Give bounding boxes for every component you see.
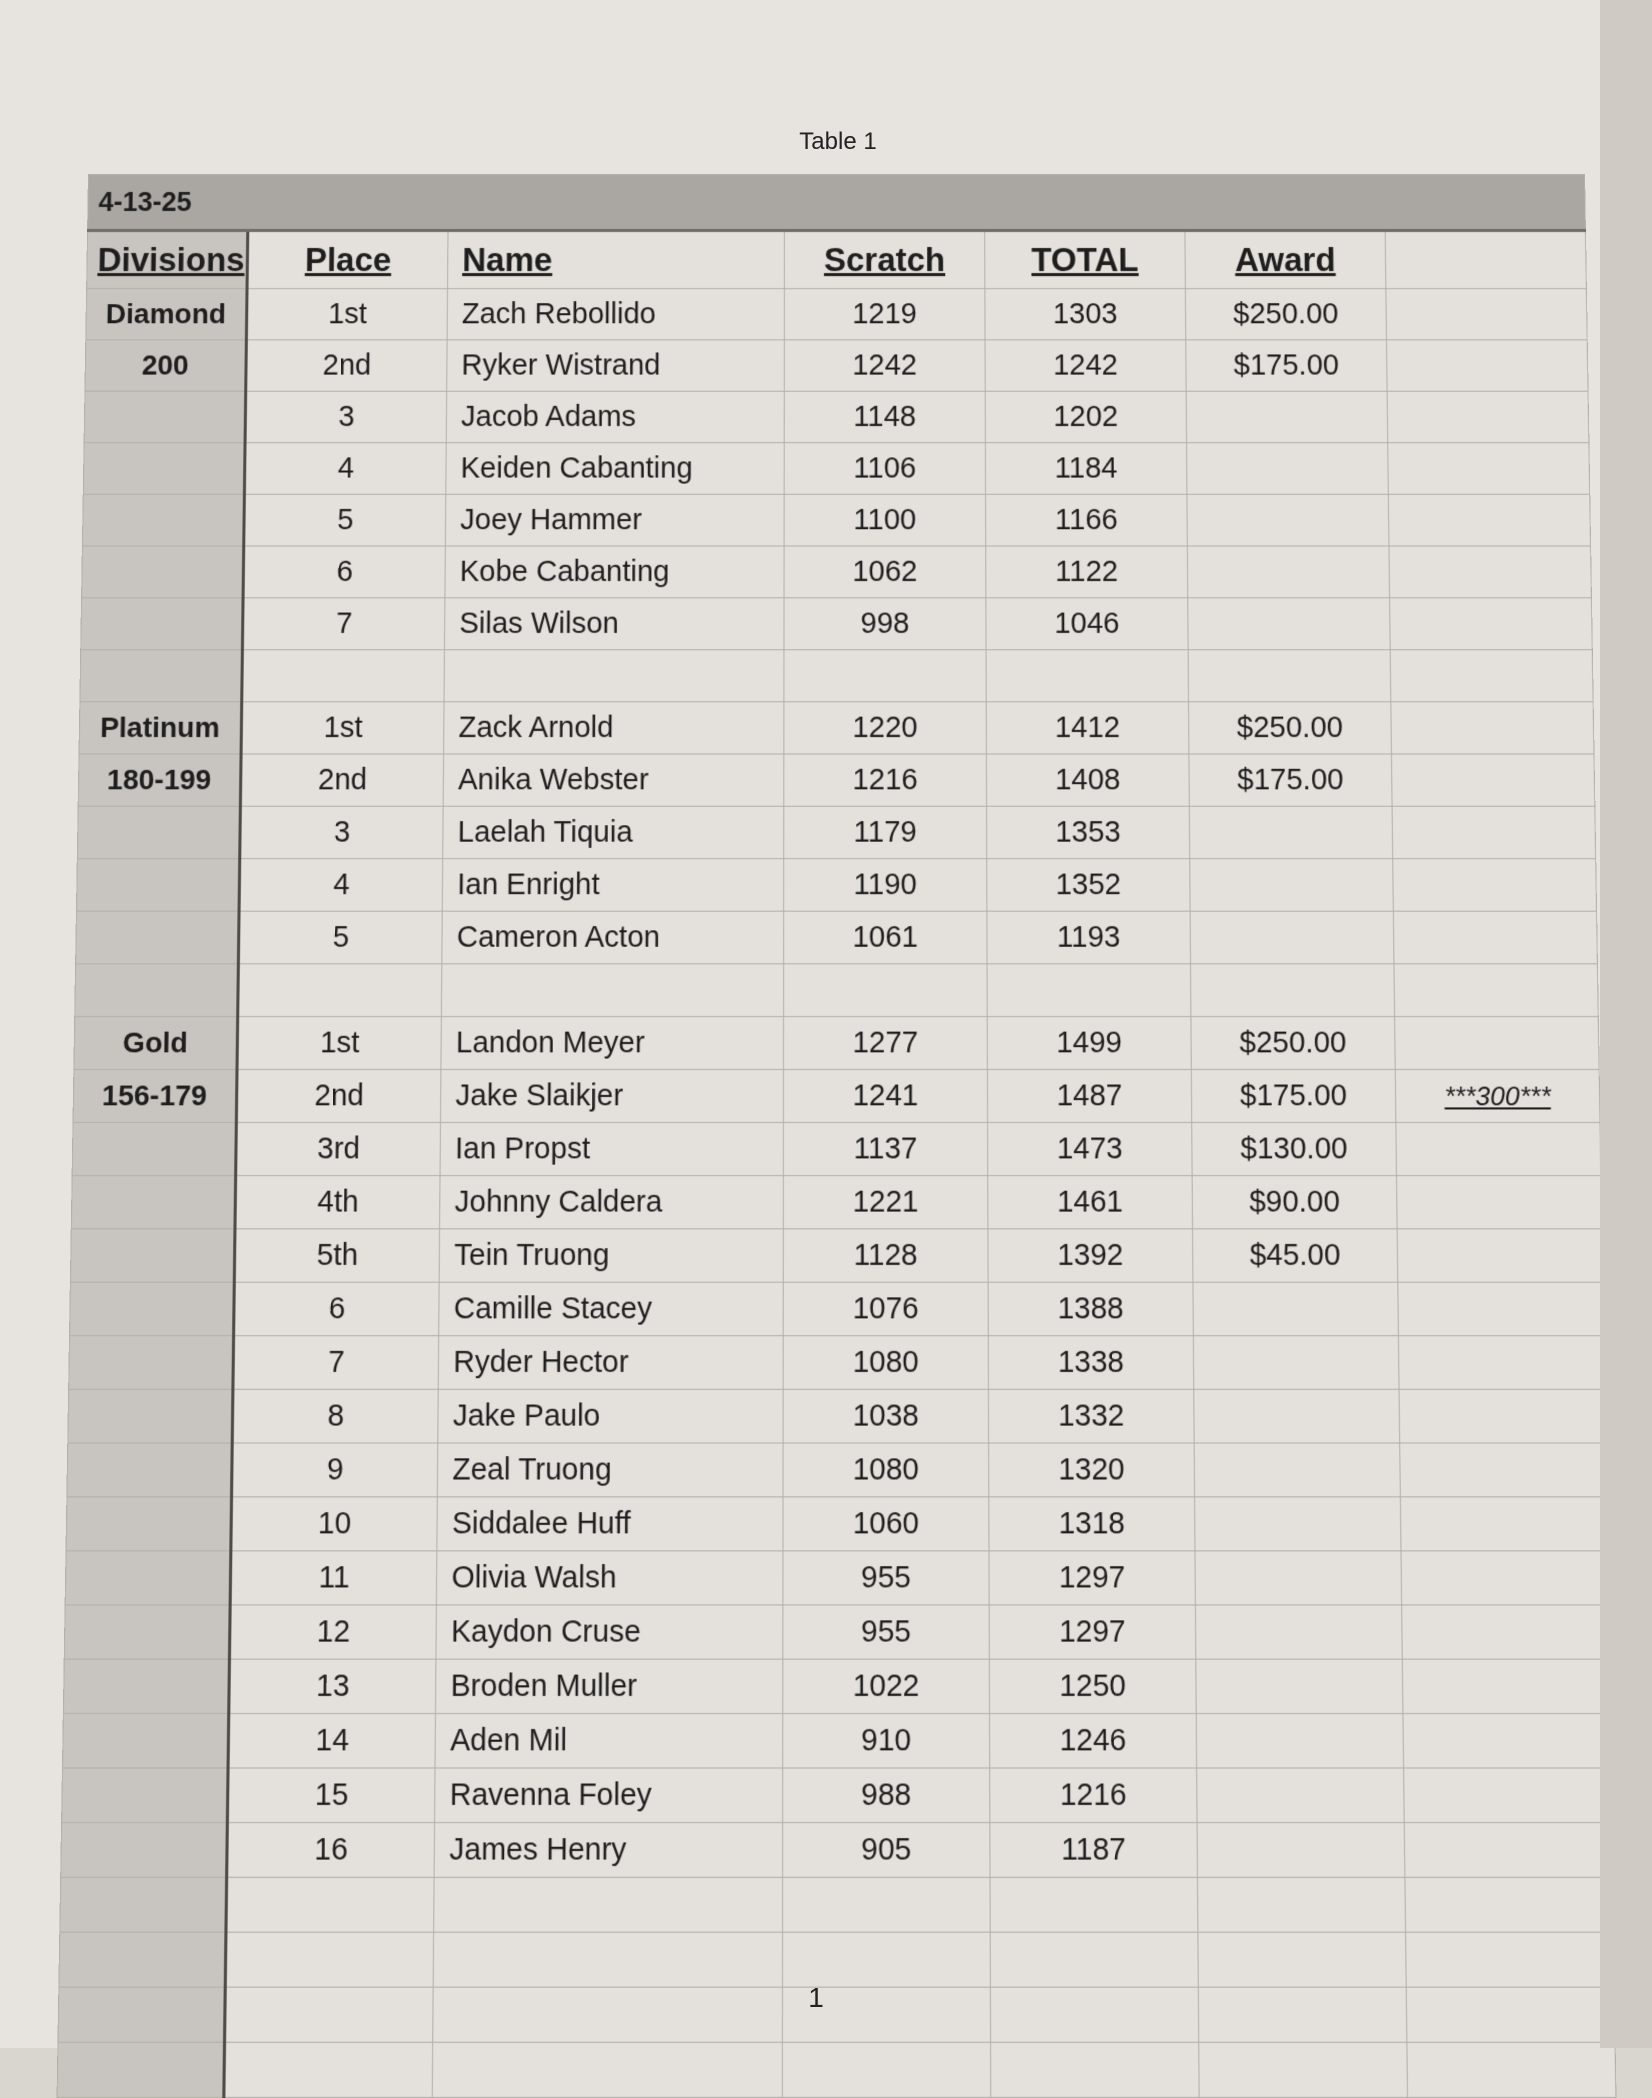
division-cell bbox=[67, 1443, 232, 1497]
scratch-cell: 1022 bbox=[783, 1659, 990, 1713]
table-date: 4-13-25 bbox=[88, 174, 1586, 230]
scratch-cell: 905 bbox=[783, 1823, 990, 1878]
total-cell bbox=[986, 650, 1188, 702]
award-cell bbox=[1197, 1877, 1405, 1932]
name-cell: Tein Truong bbox=[439, 1229, 783, 1282]
note-cell bbox=[1398, 1336, 1604, 1390]
place-cell: 8 bbox=[232, 1389, 438, 1443]
note-cell bbox=[1394, 964, 1598, 1017]
award-cell bbox=[1195, 1497, 1401, 1551]
scratch-cell: 1242 bbox=[784, 340, 985, 391]
award-cell bbox=[1197, 1823, 1405, 1878]
table-row bbox=[85, 340, 1588, 391]
place-cell: 2nd bbox=[240, 754, 443, 806]
note-cell bbox=[1389, 546, 1591, 598]
place-cell: 3 bbox=[245, 391, 447, 442]
division-cell bbox=[84, 391, 246, 442]
place-cell: 10 bbox=[231, 1497, 437, 1551]
award-cell: $250.00 bbox=[1185, 289, 1386, 340]
table-row bbox=[62, 1768, 1612, 1823]
division-cell bbox=[64, 1605, 230, 1659]
note-cell bbox=[1401, 1551, 1608, 1605]
division-cell bbox=[75, 964, 239, 1017]
division-cell bbox=[69, 1336, 234, 1390]
total-cell: 1184 bbox=[985, 443, 1187, 495]
name-cell: Ryder Hector bbox=[438, 1336, 783, 1390]
place-cell: 11 bbox=[230, 1551, 437, 1605]
name-cell: Silas Wilson bbox=[444, 598, 784, 650]
scratch-cell: 1061 bbox=[784, 911, 987, 964]
table-row bbox=[84, 391, 1589, 442]
division-cell: Platinum bbox=[79, 702, 242, 754]
results-table-wrapper bbox=[57, 174, 1616, 2098]
scratch-cell bbox=[782, 1932, 990, 1987]
note-cell bbox=[1404, 1768, 1612, 1823]
results-table bbox=[57, 174, 1617, 2098]
scratch-cell: 910 bbox=[783, 1714, 990, 1768]
division-cell bbox=[62, 1768, 228, 1823]
name-cell: Laelah Tiquia bbox=[443, 806, 784, 858]
division-cell bbox=[70, 1229, 235, 1282]
table-row bbox=[70, 1282, 1604, 1335]
place-cell: 12 bbox=[229, 1605, 436, 1659]
place-cell: 1st bbox=[246, 289, 447, 340]
note-cell bbox=[1391, 754, 1594, 806]
award-cell bbox=[1193, 1282, 1398, 1335]
award-cell: $90.00 bbox=[1192, 1176, 1397, 1229]
total-cell: 1303 bbox=[985, 289, 1186, 340]
note-cell bbox=[1407, 2042, 1616, 2097]
name-cell: Anika Webster bbox=[443, 754, 784, 806]
note-cell bbox=[1387, 391, 1589, 442]
place-cell: 2nd bbox=[236, 1069, 441, 1122]
name-cell: Ian Enright bbox=[442, 859, 783, 912]
total-cell bbox=[991, 2042, 1200, 2097]
note-cell bbox=[1393, 911, 1597, 964]
name-cell bbox=[433, 1932, 782, 1987]
total-cell: 1202 bbox=[985, 391, 1186, 442]
note-cell bbox=[1396, 1176, 1601, 1229]
place-cell: 5 bbox=[244, 494, 446, 546]
scratch-cell: 1038 bbox=[783, 1389, 989, 1443]
note-cell bbox=[1402, 1659, 1609, 1713]
total-cell: 1318 bbox=[989, 1497, 1195, 1551]
scratch-cell: 1100 bbox=[784, 494, 986, 546]
scratch-cell bbox=[782, 2042, 990, 2097]
division-cell bbox=[71, 1176, 235, 1229]
header-place: Place bbox=[304, 241, 392, 279]
scratch-cell: 1241 bbox=[783, 1069, 987, 1122]
place-cell: 7 bbox=[242, 598, 445, 650]
total-cell: 1297 bbox=[989, 1551, 1195, 1605]
header-name: Name bbox=[462, 241, 553, 279]
note-cell bbox=[1386, 289, 1587, 340]
division-cell bbox=[83, 443, 245, 495]
note-cell bbox=[1406, 1932, 1615, 1987]
division-cell bbox=[82, 494, 244, 546]
total-cell: 1353 bbox=[987, 806, 1190, 858]
division-cell bbox=[72, 1122, 236, 1175]
division-cell bbox=[57, 2042, 224, 2097]
scratch-cell bbox=[784, 964, 988, 1017]
division-cell: 180-199 bbox=[78, 754, 241, 806]
place-cell bbox=[226, 1877, 434, 1932]
note-cell bbox=[1399, 1389, 1605, 1443]
name-cell: Jake Paulo bbox=[438, 1389, 783, 1443]
total-cell: 1046 bbox=[986, 598, 1188, 650]
scratch-cell: 1179 bbox=[784, 806, 987, 858]
award-cell bbox=[1190, 911, 1394, 964]
scratch-cell: 1076 bbox=[783, 1282, 988, 1335]
note-cell bbox=[1388, 443, 1590, 495]
header-scratch: Scratch bbox=[823, 241, 946, 279]
note-cell bbox=[1395, 1017, 1600, 1070]
award-cell bbox=[1195, 1605, 1402, 1659]
table-row bbox=[83, 443, 1589, 495]
award-cell bbox=[1197, 1768, 1405, 1823]
table-row bbox=[80, 650, 1593, 702]
award-cell bbox=[1187, 494, 1389, 546]
note-cell bbox=[1398, 1282, 1604, 1335]
scratch-cell: 1062 bbox=[784, 546, 986, 598]
table-row bbox=[62, 1714, 1610, 1768]
place-cell: 15 bbox=[227, 1768, 435, 1823]
name-cell: James Henry bbox=[434, 1823, 783, 1878]
name-cell: Zach Rebollido bbox=[447, 289, 784, 340]
award-cell bbox=[1188, 650, 1391, 702]
division-cell bbox=[61, 1823, 228, 1878]
place-cell bbox=[238, 964, 442, 1017]
total-cell: 1246 bbox=[989, 1714, 1196, 1768]
place-cell: 3rd bbox=[236, 1122, 441, 1175]
note-cell bbox=[1392, 806, 1596, 858]
name-cell: Aden Mil bbox=[435, 1714, 783, 1768]
table-row bbox=[69, 1336, 1605, 1390]
scratch-cell bbox=[783, 1877, 991, 1932]
note-cell bbox=[1391, 702, 1594, 754]
name-cell bbox=[432, 2042, 782, 2097]
award-cell bbox=[1198, 1932, 1406, 1987]
name-cell: Ian Propst bbox=[440, 1122, 783, 1175]
place-cell: 9 bbox=[232, 1443, 438, 1497]
name-cell: Kaydon Cruse bbox=[436, 1605, 783, 1659]
division-cell bbox=[80, 650, 243, 702]
division-cell: 156-179 bbox=[73, 1069, 237, 1122]
award-cell bbox=[1189, 806, 1392, 858]
table-caption: Table 1 bbox=[799, 128, 877, 155]
table-row bbox=[71, 1176, 1601, 1229]
name-cell bbox=[434, 1877, 783, 1932]
award-cell bbox=[1186, 391, 1388, 442]
division-cell bbox=[76, 911, 239, 964]
scratch-cell: 1216 bbox=[784, 754, 987, 806]
name-cell: Zack Arnold bbox=[444, 702, 784, 754]
award-cell bbox=[1191, 964, 1395, 1017]
table-row bbox=[75, 964, 1599, 1017]
scratch-cell: 1080 bbox=[783, 1336, 988, 1390]
scratch-cell: 1080 bbox=[783, 1443, 989, 1497]
division-cell bbox=[66, 1497, 232, 1551]
place-cell: 5 bbox=[238, 911, 442, 964]
division-cell bbox=[81, 598, 243, 650]
note-cell bbox=[1400, 1497, 1607, 1551]
total-cell bbox=[990, 1877, 1198, 1932]
name-cell: Jacob Adams bbox=[446, 391, 784, 442]
scratch-cell: 1219 bbox=[784, 289, 985, 340]
name-cell: Zeal Truong bbox=[437, 1443, 783, 1497]
table-row bbox=[60, 1877, 1613, 1932]
total-cell: 1122 bbox=[986, 546, 1188, 598]
scratch-cell: 1106 bbox=[784, 443, 985, 495]
total-cell: 1388 bbox=[988, 1282, 1193, 1335]
award-cell bbox=[1188, 598, 1390, 650]
total-cell bbox=[987, 964, 1191, 1017]
total-cell: 1187 bbox=[990, 1823, 1198, 1878]
table-row bbox=[82, 494, 1590, 546]
total-cell: 1487 bbox=[987, 1069, 1191, 1122]
note-cell bbox=[1400, 1443, 1606, 1497]
name-cell: Kobe Cabanting bbox=[445, 546, 784, 598]
scratch-cell: 1277 bbox=[783, 1017, 987, 1070]
table-row bbox=[63, 1659, 1609, 1713]
award-cell bbox=[1196, 1714, 1403, 1768]
award-cell: $175.00 bbox=[1191, 1069, 1396, 1122]
award-cell: $130.00 bbox=[1192, 1122, 1397, 1175]
header-divisions: Divisions bbox=[97, 241, 245, 279]
name-cell bbox=[444, 650, 784, 702]
total-cell: 1392 bbox=[988, 1229, 1193, 1282]
total-cell: 1352 bbox=[987, 859, 1190, 912]
table-row bbox=[68, 1389, 1605, 1443]
name-cell: Ravenna Foley bbox=[435, 1768, 783, 1823]
place-cell: 1st bbox=[237, 1017, 441, 1070]
place-cell bbox=[225, 1932, 433, 1987]
note-cell bbox=[1390, 598, 1593, 650]
table-row bbox=[77, 806, 1595, 858]
name-cell: Joey Hammer bbox=[445, 494, 784, 546]
division-cell bbox=[70, 1282, 235, 1335]
scratch-cell: 1190 bbox=[784, 859, 987, 912]
note-cell: ***300*** bbox=[1395, 1069, 1600, 1122]
note-cell bbox=[1390, 650, 1593, 702]
table-row bbox=[61, 1823, 1613, 1878]
scratch-cell: 955 bbox=[783, 1551, 989, 1605]
name-cell: Johnny Caldera bbox=[440, 1176, 784, 1229]
name-cell: Keiden Cabanting bbox=[446, 443, 784, 495]
table-row bbox=[64, 1605, 1609, 1659]
name-cell bbox=[441, 964, 783, 1017]
total-cell: 1193 bbox=[987, 911, 1191, 964]
division-cell bbox=[65, 1551, 231, 1605]
scratch-cell: 1221 bbox=[783, 1176, 988, 1229]
note-cell bbox=[1402, 1605, 1609, 1659]
place-cell: 4th bbox=[235, 1176, 440, 1229]
table-row bbox=[76, 859, 1596, 912]
scratch-cell: 955 bbox=[783, 1605, 989, 1659]
note-cell bbox=[1386, 340, 1588, 391]
place-cell: 13 bbox=[229, 1659, 436, 1713]
scratch-cell: 998 bbox=[784, 598, 986, 650]
name-cell: Cameron Acton bbox=[442, 911, 784, 964]
header-empty-cell bbox=[1385, 230, 1586, 288]
table-row bbox=[78, 754, 1595, 806]
page-background-edge bbox=[1600, 0, 1652, 2048]
total-cell: 1412 bbox=[986, 702, 1189, 754]
award-cell bbox=[1193, 1336, 1399, 1390]
note-cell bbox=[1405, 1877, 1613, 1932]
place-cell: 3 bbox=[240, 806, 443, 858]
division-cell bbox=[63, 1659, 229, 1713]
page-number: 1 bbox=[808, 1982, 824, 2013]
table-row bbox=[76, 911, 1598, 964]
total-cell: 1408 bbox=[986, 754, 1189, 806]
place-cell: 6 bbox=[243, 546, 445, 598]
total-cell: 1461 bbox=[988, 1176, 1193, 1229]
name-cell: Ryker Wistrand bbox=[447, 340, 785, 391]
award-cell bbox=[1194, 1443, 1400, 1497]
division-cell bbox=[76, 859, 239, 912]
name-cell: Jake Slaikjer bbox=[440, 1069, 783, 1122]
total-cell: 1166 bbox=[986, 494, 1188, 546]
scratch-cell: 988 bbox=[783, 1768, 990, 1823]
division-cell: Diamond bbox=[86, 289, 247, 340]
note-cell bbox=[1396, 1122, 1601, 1175]
division-cell bbox=[68, 1389, 233, 1443]
award-cell: $250.00 bbox=[1191, 1017, 1395, 1070]
place-cell: 2nd bbox=[246, 340, 447, 391]
name-cell: Landon Meyer bbox=[441, 1017, 784, 1070]
name-cell: Olivia Walsh bbox=[436, 1551, 783, 1605]
division-cell bbox=[60, 1877, 227, 1932]
place-cell: 4 bbox=[239, 859, 443, 912]
scratch-cell: 1137 bbox=[783, 1122, 987, 1175]
table-row bbox=[82, 546, 1592, 598]
total-cell: 1338 bbox=[988, 1336, 1193, 1390]
total-cell: 1297 bbox=[989, 1605, 1196, 1659]
header-award: Award bbox=[1234, 241, 1336, 279]
scratch-cell bbox=[784, 650, 986, 702]
date-row bbox=[88, 174, 1586, 230]
division-cell: Gold bbox=[74, 1017, 238, 1070]
total-cell: 1242 bbox=[985, 340, 1186, 391]
note-cell bbox=[1404, 1823, 1612, 1878]
note-cell bbox=[1403, 1714, 1611, 1768]
total-cell: 1499 bbox=[987, 1017, 1191, 1070]
award-cell bbox=[1196, 1659, 1403, 1713]
scratch-cell: 1060 bbox=[783, 1497, 989, 1551]
place-cell: 5th bbox=[234, 1229, 439, 1282]
place-cell: 4 bbox=[244, 443, 446, 495]
table-row bbox=[70, 1229, 1602, 1282]
division-cell bbox=[62, 1714, 228, 1768]
award-cell bbox=[1199, 2042, 1408, 2097]
award-cell: $175.00 bbox=[1189, 754, 1392, 806]
table-row bbox=[67, 1443, 1606, 1497]
total-cell: 1473 bbox=[988, 1122, 1193, 1175]
award-cell bbox=[1194, 1389, 1400, 1443]
place-cell: 7 bbox=[233, 1336, 439, 1390]
name-cell: Broden Muller bbox=[435, 1659, 782, 1713]
total-cell: 1332 bbox=[988, 1389, 1194, 1443]
table-row bbox=[72, 1122, 1601, 1175]
table-row bbox=[57, 2042, 1616, 2097]
place-cell: 14 bbox=[228, 1714, 435, 1768]
table-row bbox=[66, 1497, 1607, 1551]
note-cell bbox=[1393, 859, 1597, 912]
award-cell bbox=[1195, 1551, 1402, 1605]
total-cell: 1250 bbox=[989, 1659, 1196, 1713]
division-cell bbox=[77, 806, 240, 858]
total-cell: 1216 bbox=[990, 1768, 1197, 1823]
award-cell: $250.00 bbox=[1189, 702, 1392, 754]
scratch-cell: 1148 bbox=[784, 391, 985, 442]
award-cell: $175.00 bbox=[1186, 340, 1387, 391]
table-row bbox=[79, 702, 1594, 754]
table-row bbox=[59, 1932, 1614, 1987]
division-cell bbox=[59, 1932, 226, 1987]
division-cell bbox=[82, 546, 244, 598]
note-cell bbox=[1397, 1229, 1602, 1282]
place-cell bbox=[224, 2042, 433, 2097]
table-row bbox=[65, 1551, 1608, 1605]
note-cell bbox=[1388, 494, 1590, 546]
award-cell bbox=[1187, 546, 1389, 598]
table-row bbox=[81, 598, 1593, 650]
table-row bbox=[74, 1017, 1599, 1070]
award-cell bbox=[1187, 443, 1389, 495]
place-cell: 6 bbox=[234, 1282, 440, 1335]
name-cell: Camille Stacey bbox=[439, 1282, 784, 1335]
place-cell bbox=[242, 650, 445, 702]
award-cell bbox=[1190, 859, 1394, 912]
name-cell: Siddalee Huff bbox=[437, 1497, 783, 1551]
place-cell: 1st bbox=[241, 702, 444, 754]
table-row bbox=[73, 1069, 1600, 1122]
total-cell bbox=[990, 1932, 1198, 1987]
award-cell: $45.00 bbox=[1193, 1229, 1398, 1282]
place-cell: 16 bbox=[227, 1823, 435, 1878]
header-total: TOTAL bbox=[1031, 241, 1139, 279]
scratch-cell: 1220 bbox=[784, 702, 987, 754]
scratch-cell: 1128 bbox=[783, 1229, 988, 1282]
division-cell: 200 bbox=[85, 340, 246, 391]
header-row bbox=[87, 230, 1587, 288]
total-cell: 1320 bbox=[989, 1443, 1195, 1497]
table-row bbox=[86, 289, 1587, 340]
